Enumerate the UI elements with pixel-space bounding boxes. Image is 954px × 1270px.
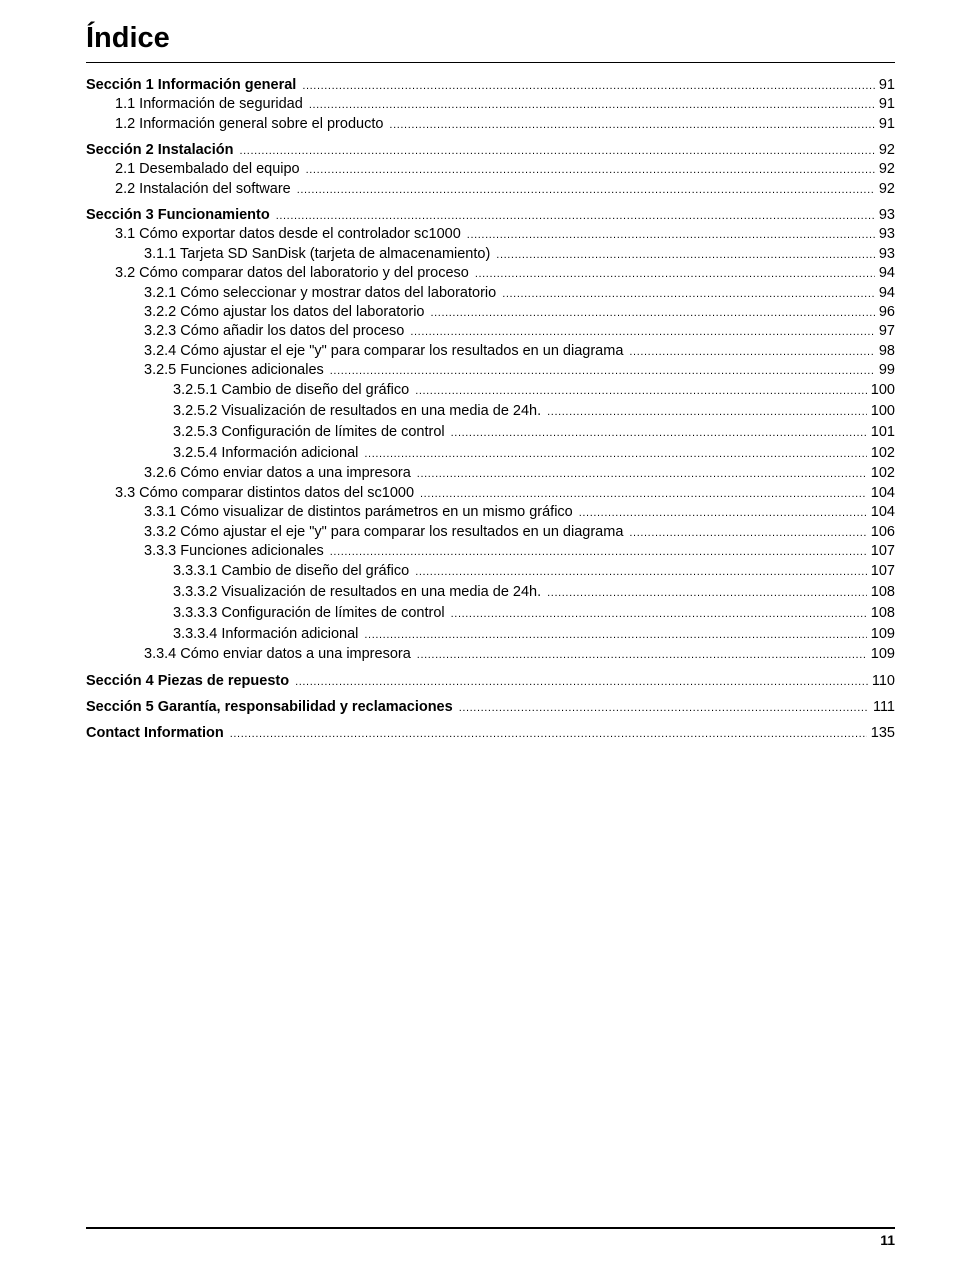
toc-dot-leader [306,161,875,180]
toc-entry[interactable] [86,225,895,244]
toc-dot-leader [295,673,868,692]
toc-entry-page: 108 [870,584,895,601]
toc-entry[interactable] [86,180,895,199]
toc-entry[interactable] [86,624,895,645]
toc-entry-label: 3.3.1 Cómo visualizar de distintos parámetros en un mismo gráfico [144,504,573,521]
toc-entry-label: 3.3.4 Cómo enviar datos a una impresora [144,646,411,663]
toc-entry[interactable] [86,342,895,361]
toc-entry-label: 3.2.5.3 Configuración de límites de control [173,424,445,441]
toc-entry-label: 3.2.4 Cómo ajustar el eje "y" para comparar los resultados en un diagrama [144,342,624,359]
toc-dot-leader [475,265,875,284]
toc-entry-page: 106 [870,523,895,540]
toc-dot-leader [502,285,875,304]
toc-entry-label: 3.2.2 Cómo ajustar los datos del laboratorio [144,303,425,320]
title-divider [86,62,895,63]
toc-entry-label: 3.1 Cómo exportar datos desde el controlador sc1000 [115,226,461,243]
toc-dot-leader [547,583,867,604]
toc-entry[interactable] [86,443,895,464]
toc-dot-leader [415,562,867,583]
toc-entry-page: 100 [870,382,895,399]
toc-dot-leader [451,604,867,625]
toc-entry-label: 2.2 Instalación del software [115,180,291,197]
toc-entry[interactable] [86,206,895,225]
toc-entry-page: 93 [878,245,895,262]
toc-dot-leader [420,485,867,504]
toc-dot-leader [547,402,867,423]
toc-dot-leader [297,181,875,200]
toc-entry-page: 135 [870,724,895,741]
toc-entry[interactable] [86,523,895,542]
footer-divider [86,1227,895,1229]
toc-entry-page: 102 [870,465,895,482]
toc-dot-leader [451,423,867,444]
toc-entry-page: 92 [878,180,895,197]
toc-entry-page: 101 [870,424,895,441]
toc-dot-leader [496,246,875,265]
toc-entry-label: 1.1 Información de seguridad [115,96,303,113]
toc-entry-label: 3.3.3 Funciones adicionales [144,543,324,560]
toc-entry-page: 97 [878,323,895,340]
toc-entry-page: 104 [870,484,895,501]
toc-entry-label: Sección 4 Piezas de repuesto [86,672,290,689]
toc-dot-leader [459,699,869,718]
toc-dot-leader [629,343,874,362]
toc-entry-label: 3.2.5.1 Cambio de diseño del gráfico [173,382,410,399]
toc-entry[interactable] [86,645,895,664]
toc-dot-leader [276,207,875,226]
toc-entry[interactable] [86,582,895,603]
toc-entry-page: 91 [878,77,895,93]
toc-entry-label: Sección 2 Instalación [86,141,234,158]
toc-entry[interactable] [86,245,895,264]
toc-entry-page: 109 [870,626,895,643]
toc-entry-label: 3.2.5 Funciones adicionales [144,362,324,379]
toc-entry-label: Contact Information [86,724,224,741]
toc-entry[interactable] [86,284,895,303]
toc-entry-page: 100 [870,403,895,420]
toc-entry[interactable] [86,76,895,95]
toc-entry-page: 93 [878,206,895,223]
toc-entry-label: 3.2.3 Cómo añadir los datos del proceso [144,323,405,340]
toc-entry[interactable] [86,698,895,717]
toc-entry-label: 3.3.3.1 Cambio de diseño del gráfico [173,563,410,580]
toc-entry-page: 91 [878,115,895,132]
toc-dot-leader [629,524,866,543]
toc-entry-label: 3.3 Cómo comparar distintos datos del sc1000 [115,484,415,501]
toc-entry-label: 1.2 Información general sobre el producto [115,115,384,132]
toc-entry[interactable] [86,115,895,134]
toc-entry-page: 98 [878,342,895,359]
toc-entry[interactable] [86,542,895,561]
toc-entry-page: 107 [870,563,895,580]
toc-dot-leader [239,142,874,161]
toc-entry-page: 94 [878,265,895,282]
toc-entry-page: 104 [870,504,895,521]
toc-entry[interactable] [86,361,895,380]
toc-entry-label: Sección 1 Información general [86,77,297,93]
toc-entry-page: 93 [878,226,895,243]
toc-entry-label: 3.1.1 Tarjeta SD SanDisk (tarjeta de almacenamiento) [144,245,491,262]
toc-dot-leader [467,226,875,245]
toc-entry[interactable] [86,322,895,341]
toc-dot-leader [417,646,867,665]
toc-entry-label: 3.2 Cómo comparar datos del laboratorio y del proceso [115,265,469,282]
toc-entry[interactable] [86,672,895,691]
toc-entry-page: 96 [878,303,895,320]
toc-dot-leader [230,725,867,744]
toc-entry-page: 102 [870,445,895,462]
toc-entry-page: 99 [878,362,895,379]
table-of-contents [86,76,895,743]
toc-entry-label: Sección 5 Garantía, responsabilidad y reclamaciones [86,698,453,715]
toc-entry[interactable] [86,422,895,443]
toc-entry-label: 3.3.3.2 Visualización de resultados en una media de 24h. [173,584,542,601]
toc-entry-label: 3.3.2 Cómo ajustar el eje "y" para comparar los resultados en un diagrama [144,523,624,540]
toc-entry-label: 3.2.6 Cómo enviar datos a una impresora [144,465,411,482]
toc-entry[interactable] [86,141,895,160]
toc-entry[interactable] [86,484,895,503]
toc-dot-leader [389,116,874,135]
toc-entry-page: 91 [878,96,895,113]
toc-entry-page: 94 [878,284,895,301]
toc-entry[interactable] [86,160,895,179]
toc-entry-label: 3.2.5.2 Visualización de resultados en una media de 24h. [173,403,542,420]
toc-dot-leader [364,625,866,646]
toc-dot-leader [415,381,867,402]
toc-entry-page: 107 [870,543,895,560]
toc-dot-leader [579,504,867,523]
toc-entry[interactable] [86,603,895,624]
toc-entry-label: 2.1 Desembalado del equipo [115,161,300,178]
toc-dot-leader [302,77,875,96]
toc-entry[interactable] [86,401,895,422]
toc-entry[interactable] [86,724,895,743]
toc-dot-leader [364,444,866,465]
toc-dot-leader [410,323,875,342]
toc-entry-page: 92 [878,141,895,158]
toc-entry[interactable] [86,264,895,283]
toc-entry-page: 111 [872,698,895,715]
toc-entry[interactable] [86,503,895,522]
toc-dot-leader [431,304,875,323]
toc-entry[interactable] [86,464,895,483]
toc-entry-page: 92 [878,161,895,178]
toc-entry[interactable] [86,95,895,114]
toc-entry-label: Sección 3 Funcionamiento [86,206,270,223]
toc-entry[interactable] [86,561,895,582]
toc-entry-label: 3.2.1 Cómo seleccionar y mostrar datos del laboratorio [144,284,497,301]
toc-dot-leader [417,465,867,484]
toc-entry-page: 109 [870,646,895,663]
toc-entry[interactable] [86,303,895,322]
page-number: 11 [880,1232,895,1248]
toc-entry-page: 110 [871,672,895,689]
toc-entry-label: 3.3.3.3 Configuración de límites de control [173,605,445,622]
toc-dot-leader [330,543,867,562]
toc-dot-leader [309,96,875,115]
toc-entry-label: 3.3.3.4 Información adicional [173,626,359,643]
page-title: Índice [86,22,170,54]
toc-entry-page: 108 [870,605,895,622]
toc-dot-leader [330,362,875,381]
toc-entry[interactable] [86,380,895,401]
toc-entry-label: 3.2.5.4 Información adicional [173,445,359,462]
